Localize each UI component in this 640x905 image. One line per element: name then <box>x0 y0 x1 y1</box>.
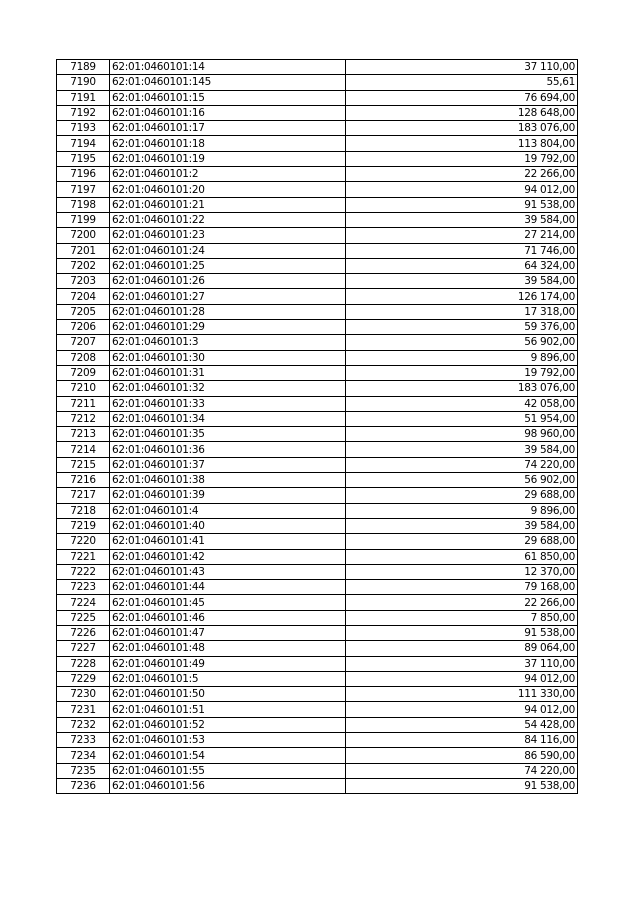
value-cell: 91 538,00 <box>346 778 578 793</box>
row-number-cell: 7201 <box>57 243 110 258</box>
cadastral-number-cell: 62:01:0460101:40 <box>110 518 346 533</box>
table-row <box>57 228 578 243</box>
row-number-cell: 7217 <box>57 488 110 503</box>
row-number-cell: 7196 <box>57 167 110 182</box>
cadastral-number-cell: 62:01:0460101:30 <box>110 350 346 365</box>
value-cell: 54 428,00 <box>346 717 578 732</box>
row-number-cell: 7199 <box>57 212 110 227</box>
table-row <box>57 396 578 411</box>
cadastral-number-cell: 62:01:0460101:19 <box>110 151 346 166</box>
value-cell: 79 168,00 <box>346 580 578 595</box>
value-cell: 183 076,00 <box>346 381 578 396</box>
table-row <box>57 136 578 151</box>
value-cell: 183 076,00 <box>346 121 578 136</box>
value-cell: 86 590,00 <box>346 748 578 763</box>
value-cell: 22 266,00 <box>346 167 578 182</box>
value-cell: 84 116,00 <box>346 733 578 748</box>
cadastral-number-cell: 62:01:0460101:45 <box>110 595 346 610</box>
value-cell: 74 220,00 <box>346 763 578 778</box>
row-number-cell: 7203 <box>57 274 110 289</box>
row-number-cell: 7233 <box>57 733 110 748</box>
row-number-cell: 7230 <box>57 687 110 702</box>
cadastral-number-cell: 62:01:0460101:37 <box>110 457 346 472</box>
table-row <box>57 442 578 457</box>
row-number-cell: 7206 <box>57 320 110 335</box>
value-cell: 39 584,00 <box>346 212 578 227</box>
table-row <box>57 671 578 686</box>
table-row <box>57 381 578 396</box>
cadastral-number-cell: 62:01:0460101:2 <box>110 167 346 182</box>
table-row <box>57 534 578 549</box>
row-number-cell: 7227 <box>57 641 110 656</box>
value-cell: 42 058,00 <box>346 396 578 411</box>
row-number-cell: 7213 <box>57 427 110 442</box>
cadastral-number-cell: 62:01:0460101:29 <box>110 320 346 335</box>
cadastral-number-cell: 62:01:0460101:26 <box>110 274 346 289</box>
row-number-cell: 7212 <box>57 411 110 426</box>
table-row <box>57 320 578 335</box>
table-row <box>57 289 578 304</box>
value-cell: 17 318,00 <box>346 304 578 319</box>
table-row <box>57 641 578 656</box>
table-row <box>57 748 578 763</box>
value-cell: 9 896,00 <box>346 503 578 518</box>
table-body <box>57 60 578 794</box>
table-row <box>57 778 578 793</box>
row-number-cell: 7219 <box>57 518 110 533</box>
cadastral-number-cell: 62:01:0460101:17 <box>110 121 346 136</box>
table-row <box>57 687 578 702</box>
table-row <box>57 350 578 365</box>
cadastral-number-cell: 62:01:0460101:38 <box>110 473 346 488</box>
row-number-cell: 7224 <box>57 595 110 610</box>
row-number-cell: 7191 <box>57 90 110 105</box>
cadastral-number-cell: 62:01:0460101:43 <box>110 564 346 579</box>
value-cell: 61 850,00 <box>346 549 578 564</box>
table-row <box>57 488 578 503</box>
table-row <box>57 427 578 442</box>
table-row <box>57 151 578 166</box>
cadastral-number-cell: 62:01:0460101:34 <box>110 411 346 426</box>
cadastral-number-cell: 62:01:0460101:42 <box>110 549 346 564</box>
table-row <box>57 763 578 778</box>
cadastral-number-cell: 62:01:0460101:49 <box>110 656 346 671</box>
row-number-cell: 7208 <box>57 350 110 365</box>
value-cell: 19 792,00 <box>346 151 578 166</box>
table-row <box>57 335 578 350</box>
table-row <box>57 595 578 610</box>
table-row <box>57 702 578 717</box>
value-cell: 71 746,00 <box>346 243 578 258</box>
cadastral-number-cell: 62:01:0460101:44 <box>110 580 346 595</box>
row-number-cell: 7218 <box>57 503 110 518</box>
table-row <box>57 167 578 182</box>
value-cell: 98 960,00 <box>346 427 578 442</box>
cadastral-number-cell: 62:01:0460101:22 <box>110 212 346 227</box>
value-cell: 9 896,00 <box>346 350 578 365</box>
value-cell: 27 214,00 <box>346 228 578 243</box>
cadastral-number-cell: 62:01:0460101:48 <box>110 641 346 656</box>
value-cell: 56 902,00 <box>346 335 578 350</box>
cadastral-number-cell: 62:01:0460101:23 <box>110 228 346 243</box>
cadastral-number-cell: 62:01:0460101:145 <box>110 75 346 90</box>
cadastral-number-cell: 62:01:0460101:27 <box>110 289 346 304</box>
row-number-cell: 7225 <box>57 610 110 625</box>
cadastral-number-cell: 62:01:0460101:35 <box>110 427 346 442</box>
row-number-cell: 7210 <box>57 381 110 396</box>
cadastral-number-cell: 62:01:0460101:5 <box>110 671 346 686</box>
cadastral-number-cell: 62:01:0460101:18 <box>110 136 346 151</box>
row-number-cell: 7197 <box>57 182 110 197</box>
table-row <box>57 457 578 472</box>
row-number-cell: 7200 <box>57 228 110 243</box>
cadastral-number-cell: 62:01:0460101:31 <box>110 365 346 380</box>
table-row <box>57 365 578 380</box>
value-cell: 91 538,00 <box>346 197 578 212</box>
cadastral-number-cell: 62:01:0460101:52 <box>110 717 346 732</box>
table-row <box>57 549 578 564</box>
row-number-cell: 7235 <box>57 763 110 778</box>
value-cell: 22 266,00 <box>346 595 578 610</box>
value-cell: 59 376,00 <box>346 320 578 335</box>
cadastral-value-table <box>56 59 578 794</box>
value-cell: 55,61 <box>346 75 578 90</box>
value-cell: 7 850,00 <box>346 610 578 625</box>
value-cell: 29 688,00 <box>346 534 578 549</box>
table-row <box>57 274 578 289</box>
row-number-cell: 7194 <box>57 136 110 151</box>
table-row <box>57 212 578 227</box>
cadastral-number-cell: 62:01:0460101:39 <box>110 488 346 503</box>
row-number-cell: 7205 <box>57 304 110 319</box>
value-cell: 111 330,00 <box>346 687 578 702</box>
table-row <box>57 411 578 426</box>
cadastral-number-cell: 62:01:0460101:28 <box>110 304 346 319</box>
row-number-cell: 7220 <box>57 534 110 549</box>
value-cell: 51 954,00 <box>346 411 578 426</box>
cadastral-number-cell: 62:01:0460101:24 <box>110 243 346 258</box>
row-number-cell: 7221 <box>57 549 110 564</box>
row-number-cell: 7198 <box>57 197 110 212</box>
cadastral-number-cell: 62:01:0460101:54 <box>110 748 346 763</box>
row-number-cell: 7190 <box>57 75 110 90</box>
row-number-cell: 7207 <box>57 335 110 350</box>
value-cell: 64 324,00 <box>346 258 578 273</box>
cadastral-number-cell: 62:01:0460101:46 <box>110 610 346 625</box>
value-cell: 94 012,00 <box>346 702 578 717</box>
table-row <box>57 564 578 579</box>
table-row <box>57 121 578 136</box>
value-cell: 56 902,00 <box>346 473 578 488</box>
cadastral-number-cell: 62:01:0460101:36 <box>110 442 346 457</box>
value-cell: 113 804,00 <box>346 136 578 151</box>
value-cell: 89 064,00 <box>346 641 578 656</box>
table-row <box>57 518 578 533</box>
row-number-cell: 7215 <box>57 457 110 472</box>
value-cell: 74 220,00 <box>346 457 578 472</box>
cadastral-number-cell: 62:01:0460101:21 <box>110 197 346 212</box>
row-number-cell: 7229 <box>57 671 110 686</box>
value-cell: 39 584,00 <box>346 518 578 533</box>
value-cell: 39 584,00 <box>346 442 578 457</box>
table-row <box>57 473 578 488</box>
row-number-cell: 7232 <box>57 717 110 732</box>
table-row <box>57 580 578 595</box>
row-number-cell: 7211 <box>57 396 110 411</box>
row-number-cell: 7222 <box>57 564 110 579</box>
table-row <box>57 610 578 625</box>
value-cell: 128 648,00 <box>346 105 578 120</box>
cadastral-number-cell: 62:01:0460101:55 <box>110 763 346 778</box>
row-number-cell: 7214 <box>57 442 110 457</box>
cadastral-number-cell: 62:01:0460101:33 <box>110 396 346 411</box>
cadastral-number-cell: 62:01:0460101:47 <box>110 625 346 640</box>
row-number-cell: 7223 <box>57 580 110 595</box>
cadastral-number-cell: 62:01:0460101:16 <box>110 105 346 120</box>
value-cell: 37 110,00 <box>346 60 578 75</box>
row-number-cell: 7209 <box>57 365 110 380</box>
table-row <box>57 182 578 197</box>
cadastral-number-cell: 62:01:0460101:25 <box>110 258 346 273</box>
row-number-cell: 7195 <box>57 151 110 166</box>
row-number-cell: 7202 <box>57 258 110 273</box>
table-row <box>57 625 578 640</box>
table-row <box>57 75 578 90</box>
table-row <box>57 90 578 105</box>
cadastral-number-cell: 62:01:0460101:15 <box>110 90 346 105</box>
cadastral-number-cell: 62:01:0460101:51 <box>110 702 346 717</box>
table-row <box>57 60 578 75</box>
cadastral-number-cell: 62:01:0460101:53 <box>110 733 346 748</box>
row-number-cell: 7192 <box>57 105 110 120</box>
cadastral-number-cell: 62:01:0460101:56 <box>110 778 346 793</box>
cadastral-number-cell: 62:01:0460101:32 <box>110 381 346 396</box>
row-number-cell: 7189 <box>57 60 110 75</box>
value-cell: 37 110,00 <box>346 656 578 671</box>
cadastral-number-cell: 62:01:0460101:20 <box>110 182 346 197</box>
table-row <box>57 717 578 732</box>
value-cell: 94 012,00 <box>346 182 578 197</box>
cadastral-number-cell: 62:01:0460101:3 <box>110 335 346 350</box>
table-row <box>57 243 578 258</box>
row-number-cell: 7231 <box>57 702 110 717</box>
cadastral-number-cell: 62:01:0460101:4 <box>110 503 346 518</box>
value-cell: 29 688,00 <box>346 488 578 503</box>
table-row <box>57 105 578 120</box>
row-number-cell: 7228 <box>57 656 110 671</box>
row-number-cell: 7234 <box>57 748 110 763</box>
row-number-cell: 7226 <box>57 625 110 640</box>
value-cell: 76 694,00 <box>346 90 578 105</box>
table-row <box>57 733 578 748</box>
value-cell: 94 012,00 <box>346 671 578 686</box>
cadastral-number-cell: 62:01:0460101:50 <box>110 687 346 702</box>
value-cell: 12 370,00 <box>346 564 578 579</box>
cadastral-number-cell: 62:01:0460101:14 <box>110 60 346 75</box>
row-number-cell: 7236 <box>57 778 110 793</box>
value-cell: 39 584,00 <box>346 274 578 289</box>
value-cell: 19 792,00 <box>346 365 578 380</box>
value-cell: 91 538,00 <box>346 625 578 640</box>
cadastral-number-cell: 62:01:0460101:41 <box>110 534 346 549</box>
table-row <box>57 197 578 212</box>
table-row <box>57 656 578 671</box>
table-row <box>57 503 578 518</box>
table-row <box>57 258 578 273</box>
row-number-cell: 7204 <box>57 289 110 304</box>
value-cell: 126 174,00 <box>346 289 578 304</box>
row-number-cell: 7216 <box>57 473 110 488</box>
table-row <box>57 304 578 319</box>
row-number-cell: 7193 <box>57 121 110 136</box>
